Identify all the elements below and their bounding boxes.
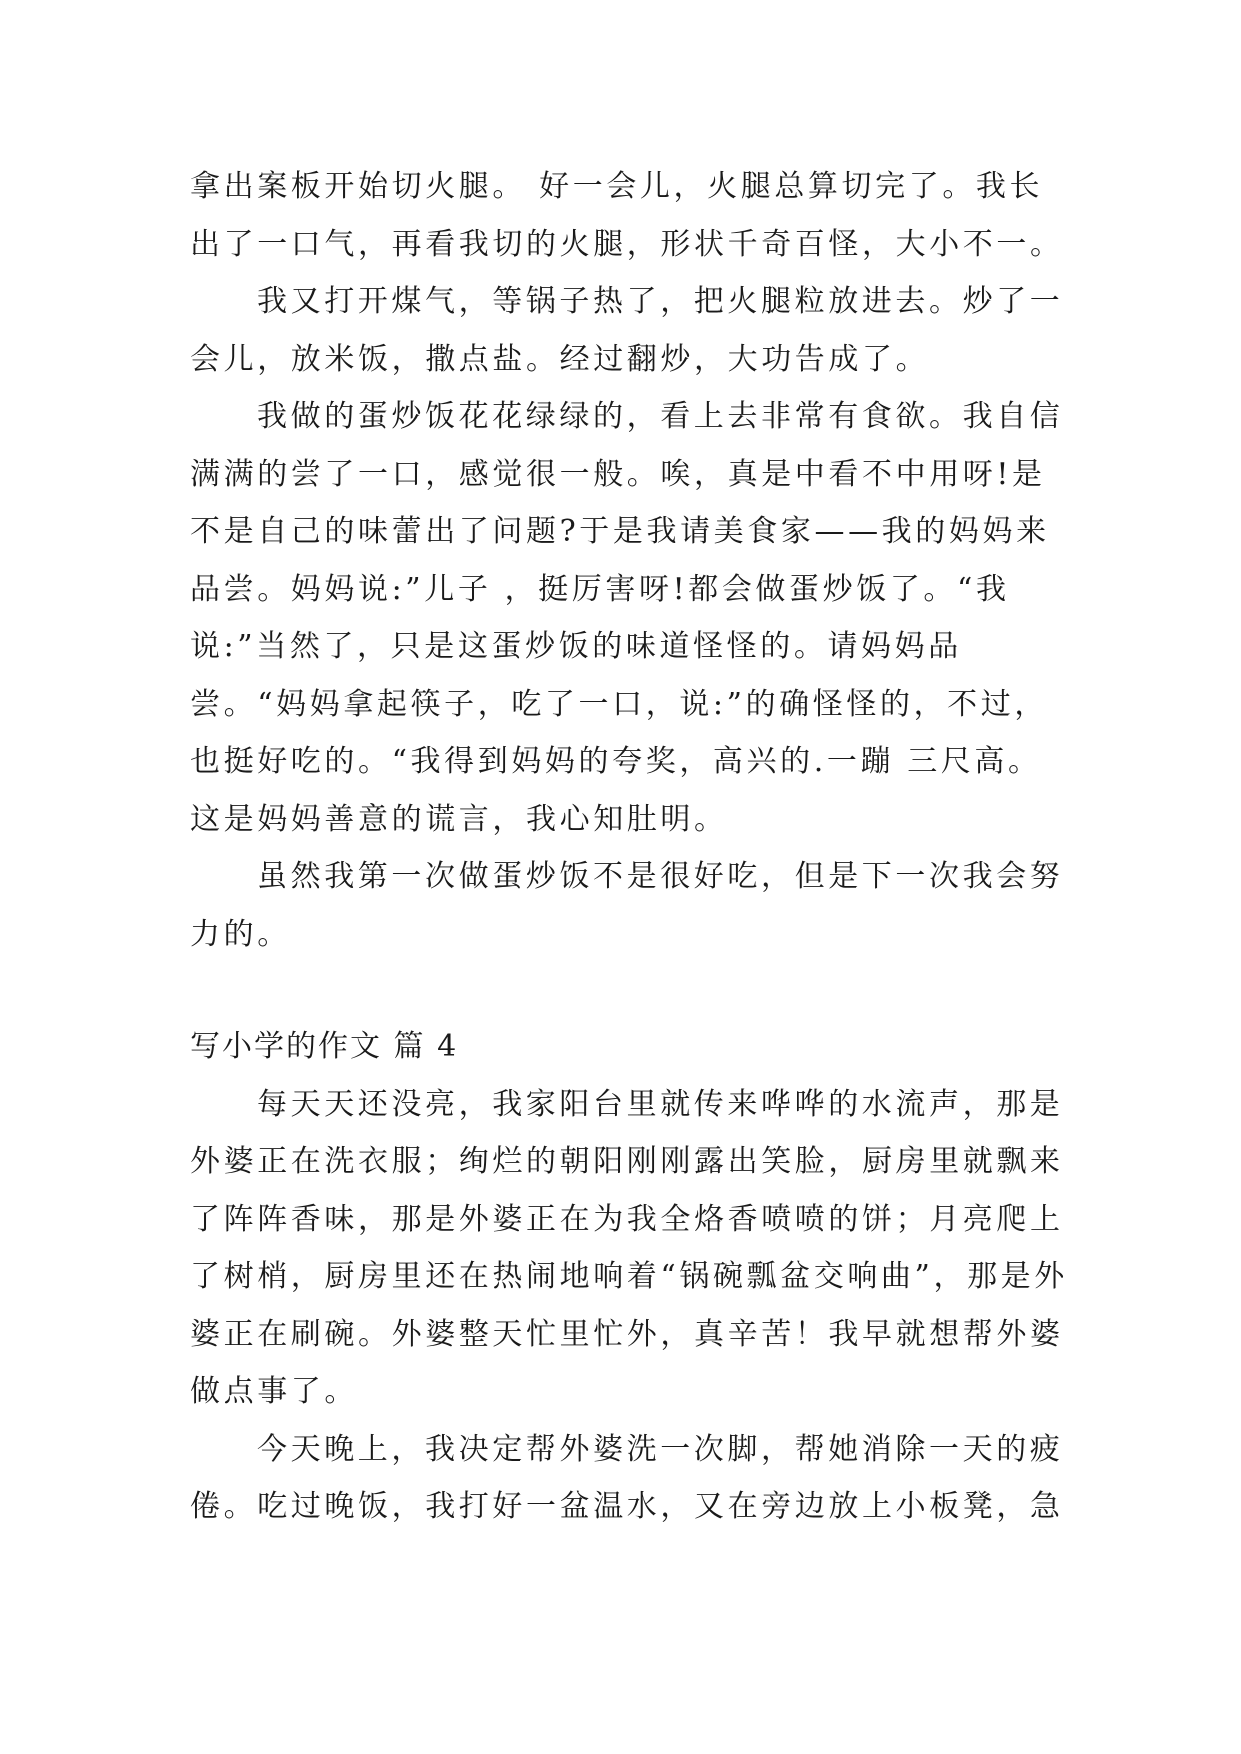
document-body — [190, 158, 1070, 1536]
section-title: 写小学的作文 篇 4 — [190, 1029, 459, 1064]
paragraph-4: 虽然我第一次做蛋炒饭不是很好吃，但是下一次我会努力的。 — [190, 859, 1064, 952]
paragraph-3: 我做的蛋炒饭花花绿绿的，看上去非常有食欲。我自信满满的尝了一口，感觉很一般。唉，真是中看不中用呀!是不是自己的味蕾出了问题?于是我请美食家——我的妈妈来品尝。妈妈说:”儿子 ，挺厉害呀!都会做蛋炒饭了。“我说:”当然了，只是这蛋炒饭的味道怪怪的。请妈妈品尝。“妈妈拿起筷子，吃了一口，说:”的确怪怪的，不过，也挺好吃的。“我得到妈妈的夸奖，高兴的.一蹦 三尺高。这是妈妈善意的谎言，我心知肚明。 — [190, 399, 1064, 837]
paragraph-1: 拿出案板开始切火腿。 好一会儿，火腿总算切完了。我长出了一口气，再看我切的火腿，形状千奇百怪，大小不一。 — [190, 169, 1064, 262]
paragraph-6: 今天晚上，我决定帮外婆洗一次脚，帮她消除一天的疲倦。吃过晚饭，我打好一盆温水，又在旁边放上小板凳，急 — [190, 1431, 1064, 1524]
paragraph-2: 我又打开煤气，等锅子热了，把火腿粒放进去。炒了一会儿，放米饭，撒点盐。经过翻炒，大功告成了。 — [190, 284, 1064, 377]
paragraph-5: 每天天还没亮，我家阳台里就传来哗哗的水流声，那是外婆正在洗衣服；绚烂的朝阳刚刚露出笑脸，厨房里就飘来了阵阵香味，那是外婆正在为我全烙香喷喷的饼；月亮爬上了树梢，厨房里还在热闹地响着“锅碗瓢盆交响曲”，那是外婆正在刷碗。外婆整天忙里忙外，真辛苦！我早就想帮外婆做点事了。 — [190, 1086, 1068, 1409]
